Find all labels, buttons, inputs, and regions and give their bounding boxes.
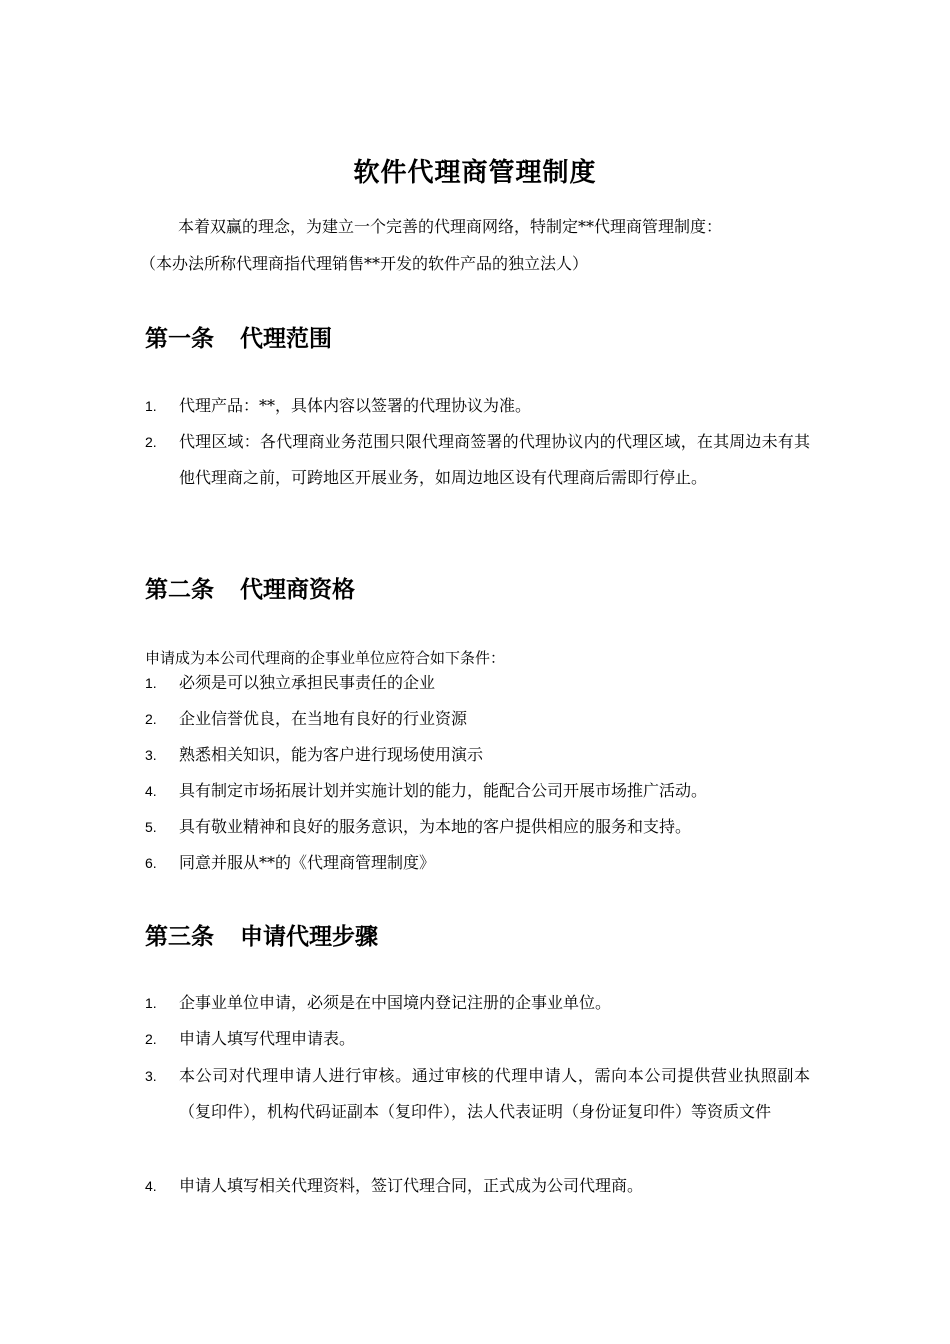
- list-text: 代理区域：各代理商业务范围只限代理商签署的代理协议内的代理区域，在其周边未有其他代理商之前，可跨地区开展业务，如周边地区设有代理商后需即行停止。: [179, 432, 810, 487]
- list-text: 具有制定市场拓展计划并实施计划的能力，能配合公司开展市场推广活动。: [179, 781, 708, 800]
- list-number: 2.: [145, 1031, 157, 1047]
- list-item: [145, 701, 810, 737]
- list-text: 企业信誉优良，在当地有良好的行业资源: [179, 709, 468, 728]
- list-text: 熟悉相关知识，能为客户进行现场使用演示: [179, 745, 484, 764]
- section-title: 申请代理步骤: [240, 924, 378, 950]
- list-item: [145, 665, 810, 701]
- list-item: [145, 424, 810, 496]
- list-item: [145, 1168, 810, 1204]
- section-heading-1: [145, 320, 332, 353]
- list-item: [145, 985, 810, 1021]
- intro-note: （本办法所称代理商指代理销售**开发的软件产品的独立法人）: [140, 254, 589, 273]
- list-item: [145, 1058, 810, 1130]
- list-text: 企事业单位申请，必须是在中国境内登记注册的企事业单位。: [179, 993, 612, 1012]
- list-number: 3.: [145, 747, 157, 763]
- intro-paragraph: 本着双赢的理念，为建立一个完善的代理商网络，特制定**代理商管理制度：: [178, 217, 723, 236]
- section-label: 第一条: [145, 326, 214, 352]
- list-text: 本公司对代理申请人进行审核。通过审核的代理申请人，需向本公司提供营业执照副本（复印件），机构代码证副本（复印件），法人代表证明（身份证复印件）等资质文件: [179, 1066, 810, 1121]
- list-number: 6.: [145, 855, 157, 871]
- list-item: [145, 1021, 810, 1057]
- list-item: [145, 388, 810, 424]
- list-number: 4.: [145, 1178, 157, 1194]
- list-number: 1.: [145, 995, 157, 1011]
- section-heading-2: [145, 571, 355, 604]
- document-title: 软件代理商管理制度: [353, 158, 597, 188]
- section-heading-3: [145, 918, 378, 951]
- list-text: 具有敬业精神和良好的服务意识，为本地的客户提供相应的服务和支持。: [179, 817, 692, 836]
- section-title: 代理商资格: [240, 577, 355, 603]
- list-text: 申请人填写代理申请表。: [179, 1029, 356, 1048]
- list-number: 2.: [145, 711, 157, 727]
- list-text: 申请人填写相关代理资料，签订代理合同，正式成为公司代理商。: [179, 1176, 644, 1195]
- list-number: 1.: [145, 398, 157, 414]
- list-item: [145, 737, 810, 773]
- list-number: 4.: [145, 783, 157, 799]
- list-text: 同意并服从**的《代理商管理制度》: [179, 853, 436, 872]
- section-label: 第三条: [145, 924, 214, 950]
- section-label: 第二条: [145, 577, 214, 603]
- list-text: 代理产品：**，具体内容以签署的代理协议为准。: [179, 396, 532, 415]
- section-lead: 申请成为本公司代理商的企事业单位应符合如下条件：: [145, 649, 506, 667]
- list-text: 必须是可以独立承担民事责任的企业: [179, 673, 436, 692]
- list-number: 2.: [145, 434, 157, 450]
- list-item: [145, 809, 810, 845]
- section-title: 代理范围: [240, 326, 332, 352]
- list-number: 5.: [145, 819, 157, 835]
- list-number: 3.: [145, 1068, 157, 1084]
- list-number: 1.: [145, 675, 157, 691]
- list-item: [145, 845, 810, 881]
- list-item: [145, 773, 810, 809]
